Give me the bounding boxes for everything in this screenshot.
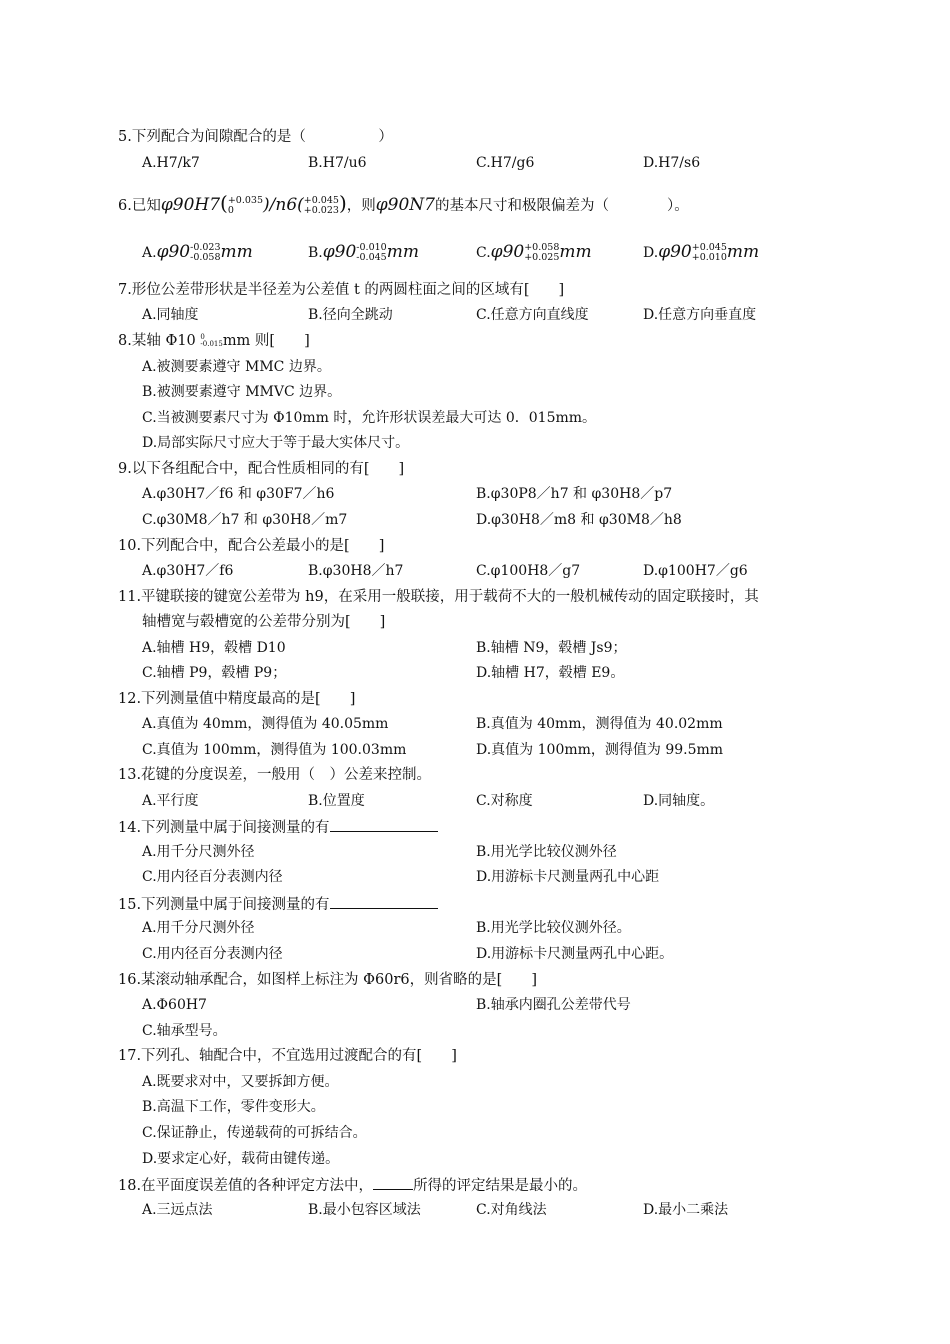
q12-option-a: A.真值为 40mm，测得值为 40.05mm (142, 716, 389, 732)
q16-option-a: A.Φ60H7 (142, 997, 207, 1013)
q6-option-b: B.φ90 -0.010 -0.045 mm (308, 242, 419, 263)
q18-option-d: D.最小二乘法 (643, 1202, 729, 1218)
q6-option-d: D.φ90 +0.045 +0.010 mm (643, 242, 760, 263)
question-5: 5.下列配合为间隙配合的是（ ） (118, 129, 393, 145)
q8-option-a: A.被测要素遵守 MMC 边界。 (142, 359, 331, 375)
q18-option-a: A.三远点法 (142, 1202, 213, 1218)
q11-option-c: C.轴槽 P9，毂槽 P9； (142, 665, 287, 681)
q14-option-c: C.用内径百分表测内径 (142, 869, 283, 885)
q16-option-c: C.轴承型号。 (142, 1023, 227, 1039)
q11-option-d: D.轴槽 H7，毂槽 E9。 (476, 665, 625, 681)
q13-option-a: A.平行度 (142, 793, 199, 809)
q13-option-b: B.位置度 (308, 793, 365, 809)
q14-option-d: D.用游标卡尺测量两孔中心距 (476, 869, 660, 885)
q16-option-b: B.轴承内圈孔公差带代号 (476, 997, 631, 1013)
q17-option-d: D.要求定心好，载荷由键传递。 (142, 1151, 340, 1167)
q5-option-c: C.H7/g6 (476, 155, 535, 171)
q8-option-d: D.局部实际尺寸应大于等于最大实体尺寸。 (142, 435, 410, 451)
q10-option-c: C.φ100H8／g7 (476, 563, 581, 579)
q7-option-c: C.任意方向直线度 (476, 307, 589, 323)
q15-option-c: C.用内径百分表测内径 (142, 946, 283, 962)
q8-option-b: B.被测要素遵守 MMVC 边界。 (142, 384, 342, 400)
q10-option-b: B.φ30H8／h7 (308, 563, 404, 579)
question-6: 6.已知φ90H7( +0.035 0 )/n6( +0.045 +0.023 )，则φ90N7的基本尺寸和极限偏差为（ ）。 (118, 191, 689, 216)
q15-option-a: A.用千分尺测外径 (142, 920, 255, 936)
question-7: 7.形位公差带形状是半径差为公差值 t 的两圆柱面之间的区域有[ ] (118, 282, 565, 298)
q11-option-b: B.轴槽 N9，毂槽 Js9； (476, 640, 627, 656)
q6-option-c: C.φ90 +0.058 +0.025 mm (476, 242, 592, 263)
q15-option-b: B.用光学比较仪测外径。 (476, 920, 631, 936)
question-8: 8.某轴 Φ10 0 -0.015 mm 则[ ] (118, 333, 310, 349)
q12-option-c: C.真值为 100mm，测得值为 100.03mm (142, 742, 407, 758)
q5-option-d: D.H7/s6 (643, 155, 701, 171)
question-10: 10.下列配合中，配合公差最小的是[ ] (118, 538, 385, 554)
q17-option-a: A.既要求对中，又要拆卸方便。 (142, 1074, 339, 1090)
q7-option-b: B.径向全跳动 (308, 307, 393, 323)
q5-option-b: B.H7/u6 (308, 155, 367, 171)
question-13: 13.花键的分度误差，一般用（ ）公差来控制。 (118, 767, 432, 783)
q10-option-a: A.φ30H7／f6 (142, 563, 234, 579)
q14-option-a: A.用千分尺测外径 (142, 844, 255, 860)
q12-option-b: B.真值为 40mm，测得值为 40.02mm (476, 716, 723, 732)
answer-blank (330, 817, 438, 832)
q7-option-a: A.同轴度 (142, 307, 199, 323)
question-11-continued: 轴槽宽与毂槽宽的公差带分别为[ ] (142, 614, 386, 630)
question-14: 14.下列测量中属于间接测量的有 (118, 817, 438, 837)
q13-option-c: C.对称度 (476, 793, 533, 809)
q11-option-a: A.轴槽 H9，毂槽 D10 (142, 640, 286, 656)
question-12: 12.下列测量值中精度最高的是[ ] (118, 691, 356, 707)
question-9: 9.以下各组配合中，配合性质相同的有[ ] (118, 461, 405, 477)
q8-option-c: C.当被测要素尺寸为 Φ10mm 时，允许形状误差最大可达 0．015mm。 (142, 410, 597, 426)
q5-option-a: A.H7/k7 (142, 155, 200, 171)
q15-option-d: D.用游标卡尺测量两孔中心距。 (476, 946, 674, 962)
q17-option-c: C.保证静止，传递载荷的可拆结合。 (142, 1125, 367, 1141)
q10-option-d: D.φ100H7／g6 (643, 563, 748, 579)
question-18: 18.在平面度误差值的各种评定方法中， 所得的评定结果是最小的。 (118, 1175, 587, 1195)
question-15: 15.下列测量中属于间接测量的有 (118, 894, 438, 914)
answer-blank (373, 1175, 413, 1190)
q9-option-c: C.φ30M8／h7 和 φ30H8／m7 (142, 512, 348, 528)
question-17: 17.下列孔、轴配合中，不宜选用过渡配合的有[ ] (118, 1048, 457, 1064)
q18-option-b: B.最小包容区域法 (308, 1202, 421, 1218)
answer-blank (330, 894, 438, 909)
q6-option-a: A.φ90 -0.023 -0.058 mm (142, 242, 253, 263)
q9-option-d: D.φ30H8／m8 和 φ30M8／h8 (476, 512, 682, 528)
q9-option-b: B.φ30P8／h7 和 φ30H8／p7 (476, 486, 673, 502)
q12-option-d: D.真值为 100mm，测得值为 99.5mm (476, 742, 724, 758)
question-11: 11.平键联接的键宽公差带为 h9，在采用一般联接，用于载荷不大的一般机械传动的固定联接时，其 (118, 589, 759, 605)
q9-option-a: A.φ30H7／f6 和 φ30F7／h6 (142, 486, 335, 502)
question-16: 16.某滚动轴承配合，如图样上标注为 Φ60r6，则省略的是[ ] (118, 972, 537, 988)
q13-option-d: D.同轴度。 (643, 793, 715, 809)
q18-option-c: C.对角线法 (476, 1202, 547, 1218)
q7-option-d: D.任意方向垂直度 (643, 307, 757, 323)
q14-option-b: B.用光学比较仪测外径 (476, 844, 617, 860)
q17-option-b: B.高温下工作，零件变形大。 (142, 1099, 325, 1115)
